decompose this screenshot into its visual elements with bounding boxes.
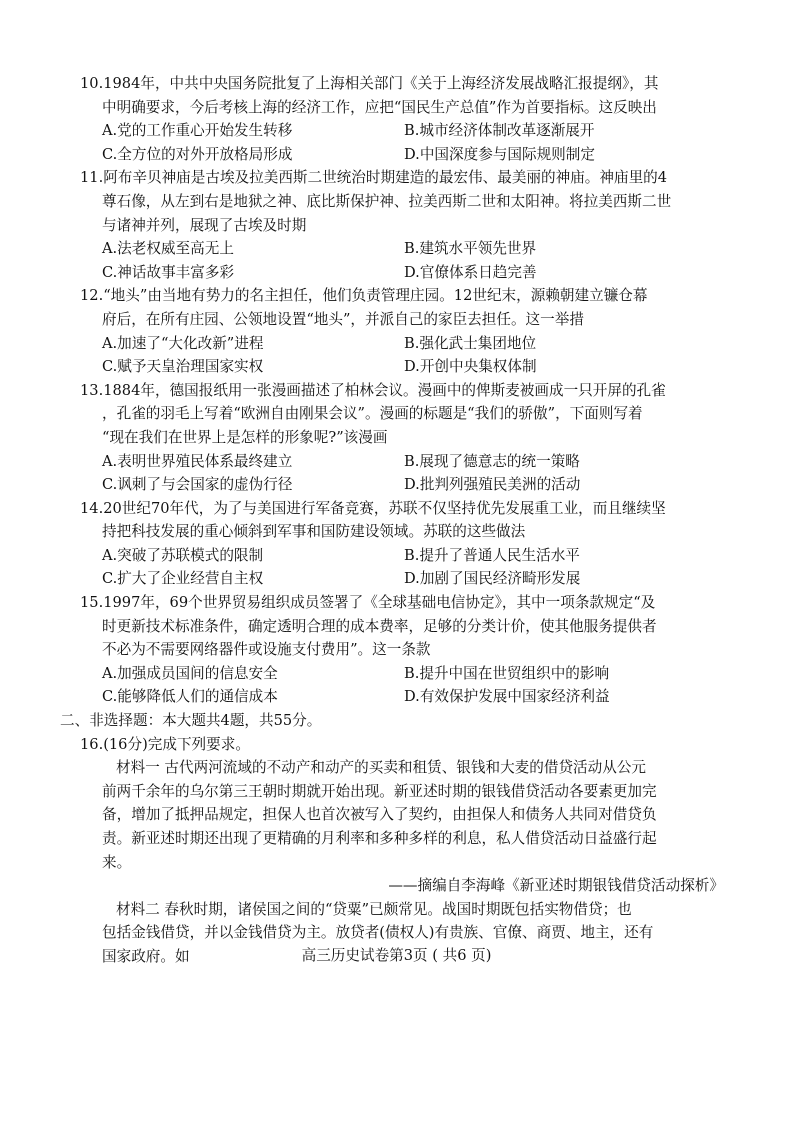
option-b: B.提升了普通人民生活水平 (404, 546, 580, 564)
option-d: D.有效保护发展中国家经济利益 (404, 688, 610, 706)
question-10 (80, 72, 728, 166)
question-stem-line: 14.20世纪70年代，为了与美国进行军备竞赛，苏联不仅坚持优先发展重工业，而且继续坚 (80, 499, 666, 517)
question-13 (80, 379, 728, 497)
option-row (80, 685, 728, 709)
option-row (80, 143, 728, 167)
option-d: D.批判列强殖民美洲的活动 (404, 476, 581, 494)
page-content (60, 72, 728, 969)
option-c: C.扩大了企业经营自主权 (102, 570, 264, 588)
option-b: B.展现了德意志的统一策略 (404, 452, 580, 470)
question-stem-line: 中明确要求，今后考核上海的经济工作，应把“国民生产总值”作为首要指标。这反映出 (102, 98, 657, 116)
option-d: D.开创中央集权体制 (404, 358, 537, 376)
option-row (80, 119, 728, 143)
question-stem-line: 持把科技发展的重心倾斜到军事和国防建设领域。苏联的这些做法 (102, 523, 526, 541)
option-b: B.建筑水平领先世界 (404, 240, 537, 258)
option-d: D.加剧了国民经济畸形发展 (404, 570, 581, 588)
material-line: 责。新亚述时期还出现了更精确的月利率和多种多样的利息，私人借贷活动日益盛行起 (102, 830, 657, 847)
option-c: C.能够降低人们的通信成本 (102, 688, 278, 706)
option-row (80, 544, 728, 568)
option-b: B.强化武士集团地位 (404, 334, 537, 352)
option-c: C.神话故事丰富多彩 (102, 263, 235, 281)
question-stem-line: ，孔雀的羽毛上写着“欧洲自由刚果会议”。漫画的标题是“我们的骄傲”，下面则写着 (102, 405, 643, 423)
question-14 (80, 497, 728, 591)
material-line: 包括金钱借贷，并以金钱借贷为主。放贷者(债权人)有贵族、官僚、商贾、地主，还有 (102, 924, 654, 942)
material-line: 来。 (102, 853, 132, 871)
question-11 (80, 166, 728, 284)
option-b: B.提升中国在世贸组织中的影响 (404, 664, 610, 682)
option-d: D.官僚体系日趋完善 (404, 263, 537, 281)
option-c: C.讽刺了与会国家的虚伪行径 (102, 476, 293, 494)
option-c: C.赋予天皇治理国家实权 (102, 358, 264, 376)
option-a: A.加速了“大化改新”进程 (102, 334, 264, 352)
question-stem-line: 15.1997年，69个世界贸易组织成员签署了《全球基础电信协定》，其中一项条款规定“及 (80, 594, 656, 612)
question-15 (80, 591, 728, 709)
section-heading: 二、非选择题：本大题共4题，共55分。 (60, 712, 322, 730)
question-stem-line: 13.1884年，德国报纸用一张漫画描述了柏林会议。漫画中的俾斯麦被画成一只开屏的孔雀 (80, 381, 666, 399)
option-row (80, 261, 728, 285)
question-stem-line: 11.阿布辛贝神庙是古埃及拉美西斯二世统治时期建造的最宏伟、最美丽的神庙。神庙里的4 (80, 169, 668, 187)
option-a: A.突破了苏联模式的限制 (102, 546, 264, 564)
option-row (80, 450, 728, 474)
material-line: 材料一 古代两河流域的不动产和动产的买卖和租赁、银钱和大麦的借贷活动从公元 (116, 759, 647, 777)
question-stem-line: 府后，在所有庄园、公领地设置“地头”，并派自己的家臣去担任。这一举措 (102, 310, 584, 328)
material-line: 备，增加了抵押品规定，担保人也首次被写入了契约，由担保人和债务人共同对借贷负 (102, 806, 657, 824)
material-line: 前两千余年的乌尔第三王朝时期就开始出现。新亚述时期的银钱借贷活动各要素更加完 (102, 782, 657, 800)
question-stem-line: 12.“地头”由当地有势力的名主担任，他们负责管理庄园。12世纪末，源赖朝建立镰仓幕 (80, 287, 648, 305)
question-stem-line: “现在我们在世界上是怎样的形象呢?”该漫画 (102, 428, 388, 446)
question-stem-line: 与诸神并列，展现了古埃及时期 (102, 216, 307, 234)
option-a: A.党的工作重心开始发生转移 (102, 122, 293, 140)
option-d: D.中国深度参与国际规则制定 (404, 145, 595, 163)
option-a: A.加强成员国间的信息安全 (102, 664, 278, 682)
material-line: 国家政府。如 (102, 947, 190, 965)
option-a: A.表明世界殖民体系最终建立 (102, 452, 293, 470)
question-title: 16.(16分)完成下列要求。 (80, 735, 250, 753)
option-row (80, 237, 728, 261)
option-b: B.城市经济体制改革逐渐展开 (404, 122, 595, 140)
question-stem-line: 时更新技术标准条件，确定透明合理的成本费率，足够的分类计价，使其他服务提供者 (102, 617, 657, 635)
option-row (80, 332, 728, 356)
question-stem-line: 不必为不需要网络器件或设施支付费用”。这一条款 (102, 641, 431, 659)
option-row (80, 355, 728, 379)
material-source: ——摘编自李海峰《新亚述时期银钱借贷活动探析》 (388, 877, 724, 895)
option-row (80, 473, 728, 497)
option-row (80, 567, 728, 591)
question-12 (80, 284, 728, 378)
question-stem-line: 尊石像，从左到右是地狱之神、底比斯保护神、拉美西斯二世和太阳神。将拉美西斯二世 (102, 192, 672, 210)
question-16 (80, 733, 728, 969)
option-c: C.全方位的对外开放格局形成 (102, 145, 293, 163)
material-line: 材料二 春秋时期，诸侯国之间的“贷粟”已颇常见。战国时期既包括实物借贷；也 (116, 900, 632, 918)
question-stem-line: 10.1984年，中共中央国务院批复了上海相关部门《关于上海经济发展战略汇报提纲》，其 (80, 75, 659, 92)
option-a: A.法老权威至高无上 (102, 240, 234, 258)
option-row (80, 662, 728, 686)
page-footer: 高三历史试卷第3页 ( 共6 页) (301, 947, 492, 964)
